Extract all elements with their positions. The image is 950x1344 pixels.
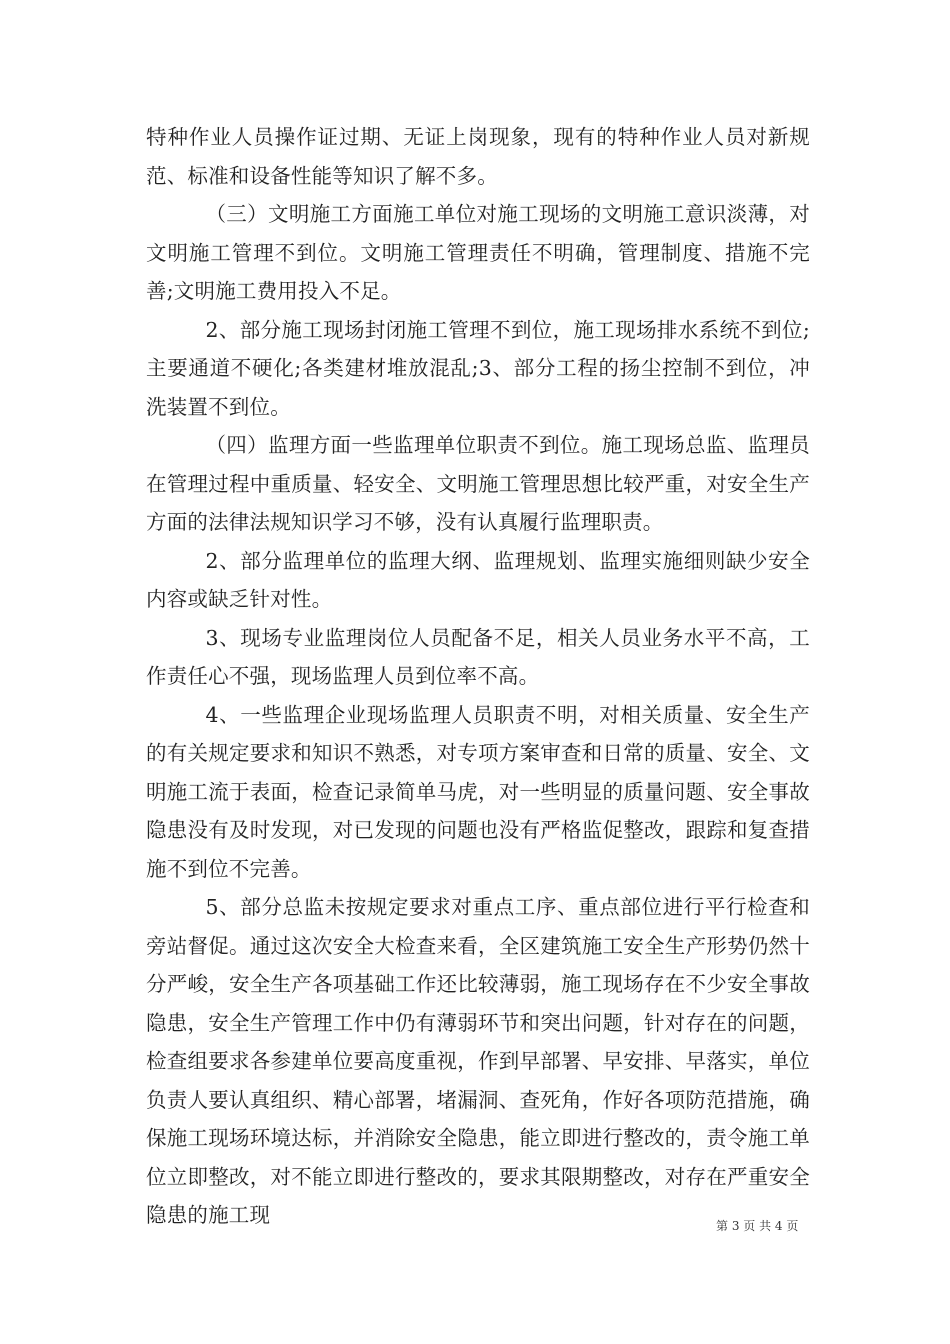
paragraph-supervision-responsibilities: 4、一些监理企业现场监理人员职责不明，对相关质量、安全生产的有关规定要求和知识不熟悉，对专项方案审查和日常的质量、安全、文明施工流于表面，检查记录简单马虎，对一些明显的质量问题、安全事故隐患没有及时发现，对已发现的问题也没有严格监促整改，跟踪和复查措施不到位不完善。 — [146, 702, 810, 881]
paragraph-civilized-construction: （三）文明施工方面施工单位对施工现场的文明施工意识淡薄，对文明施工管理不到位。文明施工管理责任不明确，管理制度、措施不完善;文明施工费用投入不足。 — [146, 202, 810, 303]
paragraph-supervision-outline: 2、部分监理单位的监理大纲、监理规划、监理实施细则缺少安全内容或缺乏针对性。 — [146, 548, 810, 611]
paragraph-supervision-duties: （四）监理方面一些监理单位职责不到位。施工现场总监、监理员在管理过程中重质量、轻安全、文明施工管理思想比较严重，对安全生产方面的法律法规知识学习不够，没有认真履行监理职责。 — [146, 433, 810, 534]
paragraph-closed-management: 2、部分施工现场封闭施工管理不到位，施工现场排水系统不到位;主要通道不硬化;各类建材堆放混乱;3、部分工程的扬尘控制不到位，冲洗装置不到位。 — [146, 317, 810, 419]
page-number-footer: 第 3 页 共 4 页 — [716, 1219, 799, 1233]
paragraph-supervision-staffing: 3、现场专业监理岗位人员配备不足，相关人员业务水平不高，工作责任心不强，现场监理人员到位率不高。 — [146, 625, 810, 688]
paragraph-continuation: 特种作业人员操作证过期、无证上岗现象，现有的特种作业人员对新规范、标准和设备性能等知识了解不多。 — [146, 125, 810, 188]
paragraph-safety-inspection-summary: 5、部分总监未按规定要求对重点工序、重点部位进行平行检查和旁站督促。通过这次安全大检查来看，全区建筑施工安全生产形势仍然十分严峻，安全生产各项基础工作还比较薄弱，施工现场存在不少安全事故隐患，安全生产管理工作中仍有薄弱环节和突出问题，针对存在的问题，检查组要求各参建单位要高度重视，作到早部署、早安排、早落实，单位负责人要认真组织、精心部署，堵漏洞、查死角，作好各项防范措施，确保施工现场环境达标，并消除安全隐患，能立即进行整改的，责令施工单位立即整改，对不能立即进行整改的，要求其限期整改，对存在严重安全隐患的施工现 — [146, 895, 810, 1227]
document-body — [146, 118, 810, 1235]
